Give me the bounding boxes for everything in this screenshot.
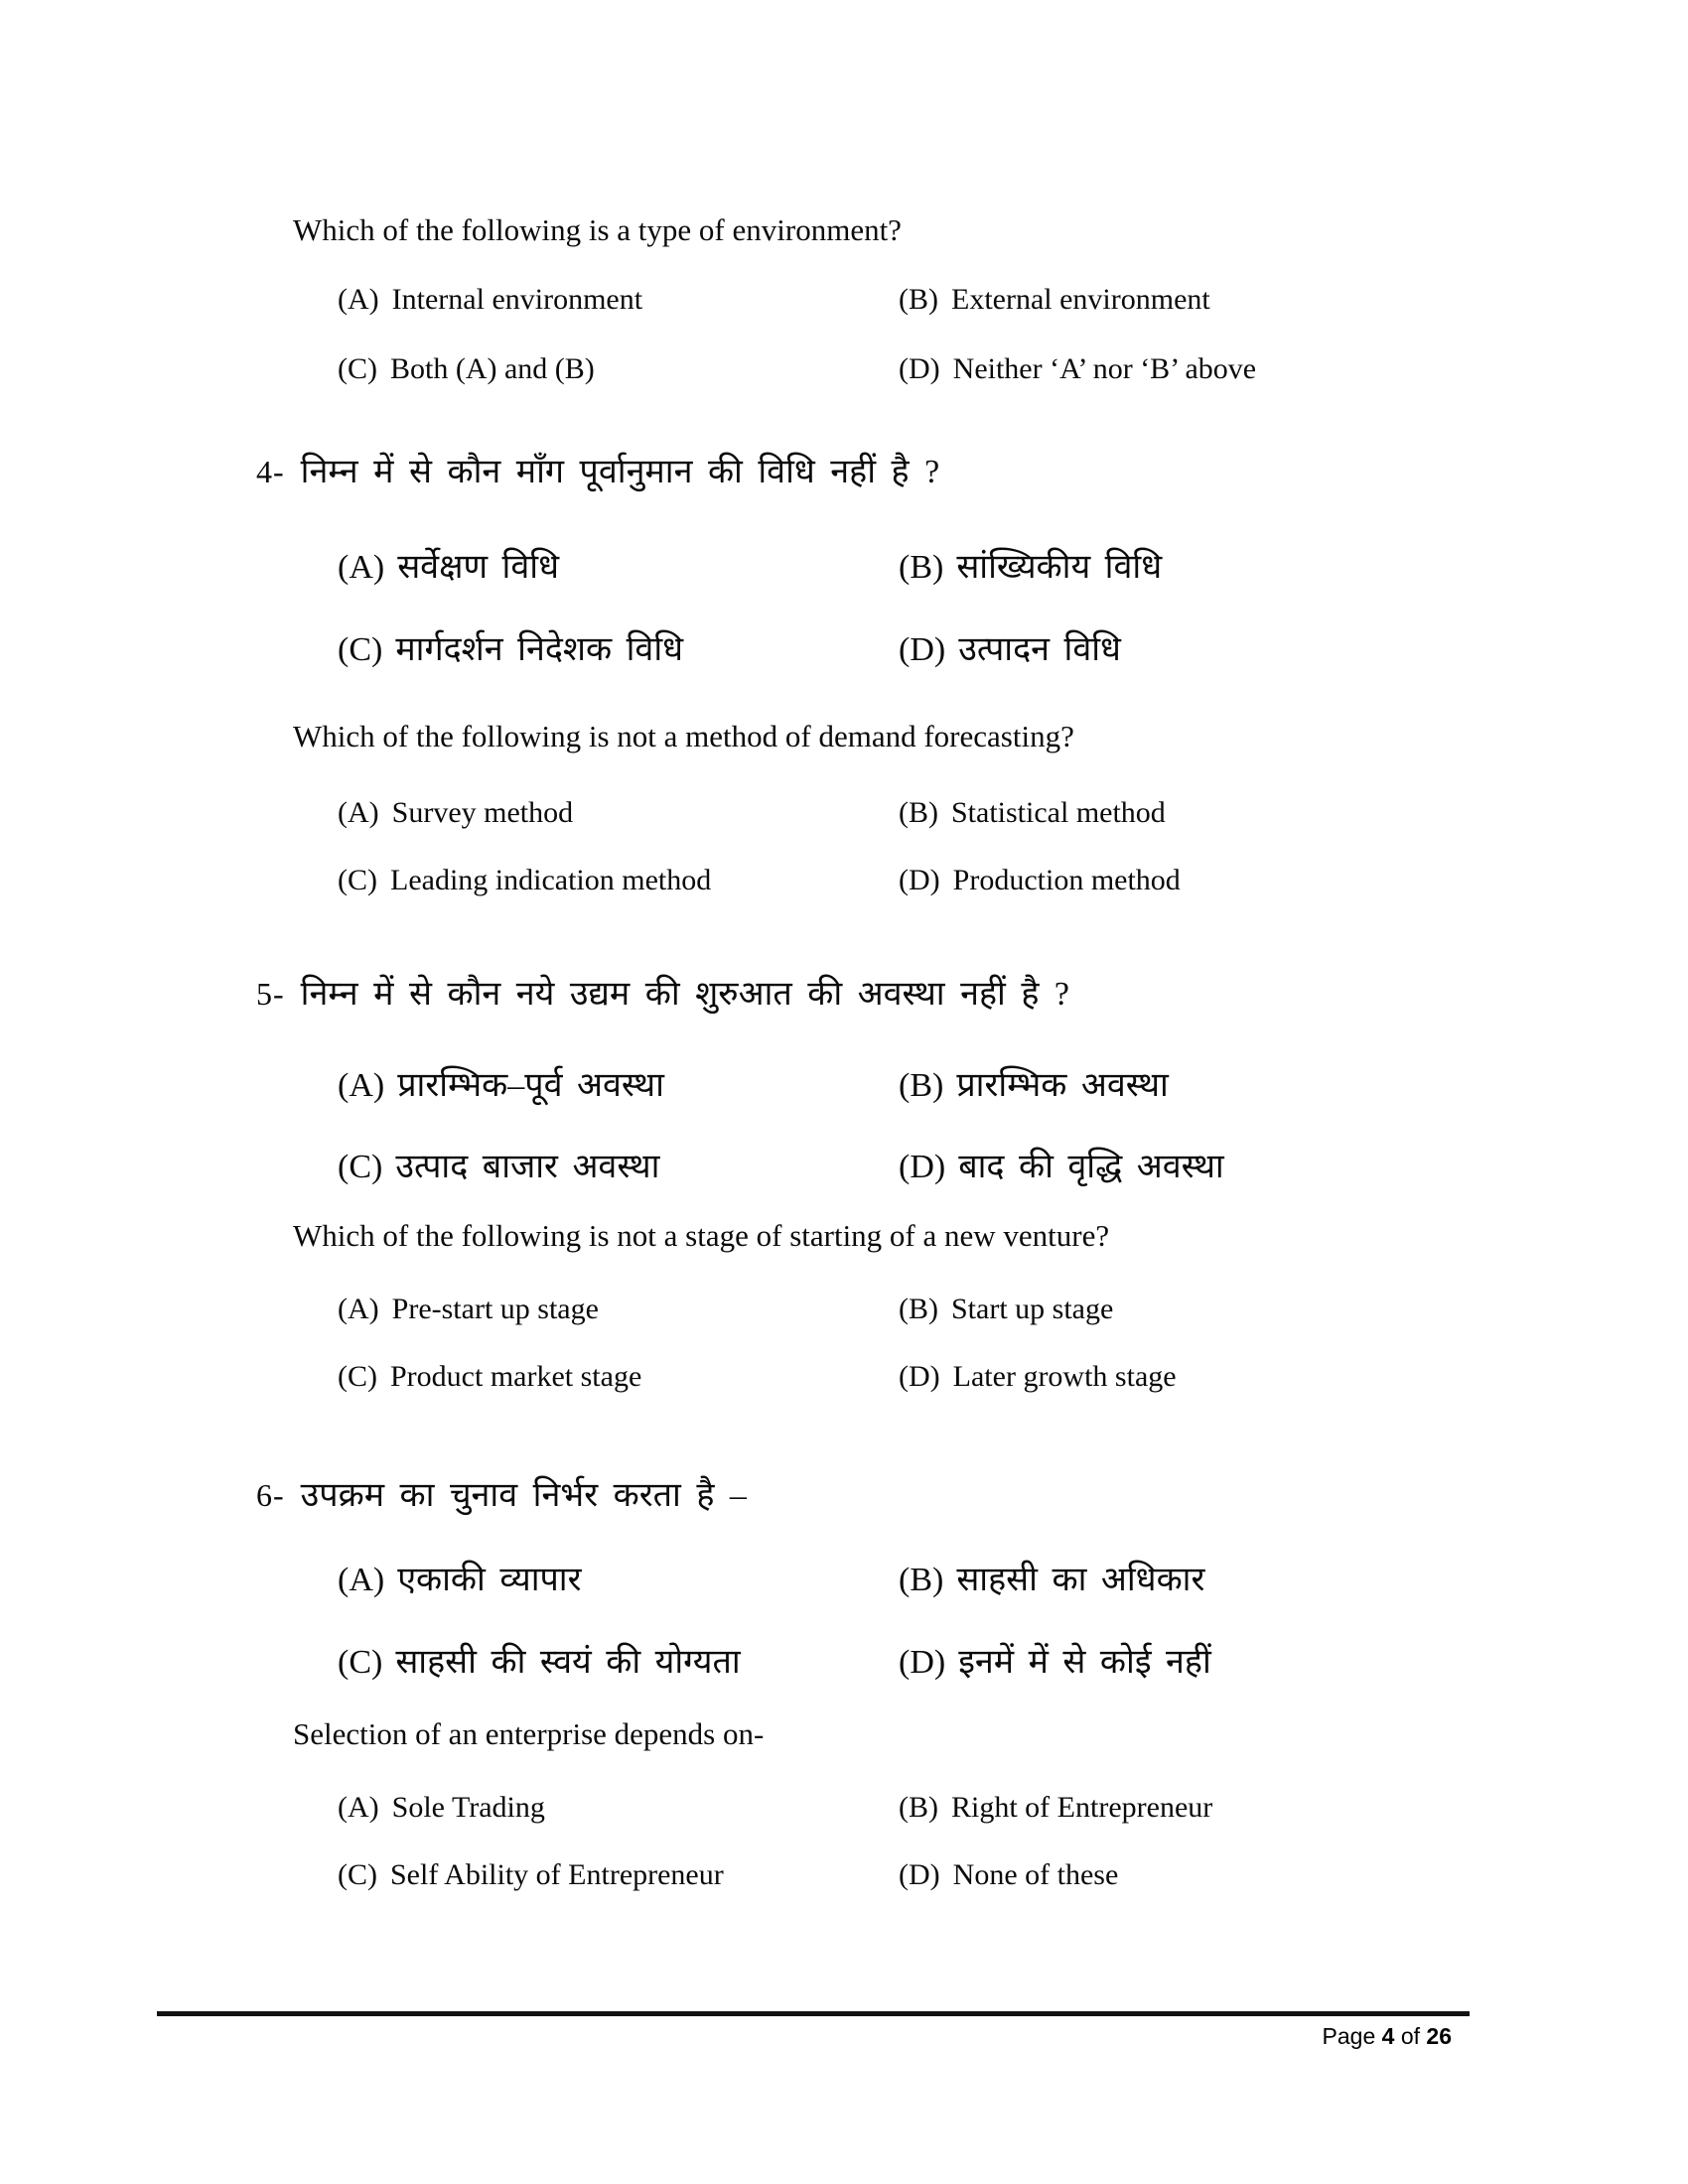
option-label: Self Ability of Entrepreneur <box>390 1858 724 1891</box>
option-cell <box>338 542 559 588</box>
option-label: Neither ‘A’ nor ‘B’ above <box>952 352 1257 385</box>
question-line <box>256 969 1069 1015</box>
option-cell <box>338 864 711 897</box>
option-key: (C) <box>338 1149 383 1185</box>
option-key: (C) <box>338 864 377 896</box>
option-key: (A) <box>338 1562 385 1598</box>
option-cell <box>899 1858 1118 1892</box>
option-key: (A) <box>338 283 379 316</box>
page-label: Page <box>1322 2023 1376 2049</box>
option-cell <box>338 283 642 317</box>
page-number <box>1092 2023 1452 2050</box>
option-label: सर्वेक्षण विधि <box>397 549 559 586</box>
question-line <box>256 1470 747 1516</box>
option-key: (A) <box>338 1067 385 1104</box>
option-label: सांख्यिकीय विधि <box>956 549 1163 586</box>
question-text: उपक्रम का चुनाव निर्भर करता है – <box>300 1477 747 1514</box>
option-label: Pre-start up stage <box>391 1293 599 1325</box>
option-cell <box>899 864 1181 897</box>
option-key: (B) <box>899 1293 938 1325</box>
option-cell <box>899 542 1162 588</box>
question-number: 4- <box>256 454 285 489</box>
option-key: (B) <box>899 549 944 586</box>
option-label: Production method <box>952 864 1181 896</box>
option-key: (C) <box>338 1644 383 1681</box>
option-cell <box>338 1060 664 1106</box>
option-key: (B) <box>899 1562 944 1598</box>
option-label: बाद की वृद्धि अवस्था <box>958 1149 1224 1185</box>
option-label: External environment <box>951 283 1210 316</box>
option-cell <box>899 624 1121 670</box>
option-label: Start up stage <box>951 1293 1114 1325</box>
page-number-value: 4 <box>1381 2023 1395 2049</box>
question-text: निम्न में से कौन माँग पूर्वानुमान की विधि नहीं है ? <box>300 454 940 490</box>
option-cell <box>899 1142 1224 1187</box>
option-cell <box>338 1555 582 1600</box>
option-key: (B) <box>899 796 938 829</box>
option-key: (D) <box>899 1149 946 1185</box>
option-cell <box>899 796 1166 830</box>
option-key: (D) <box>899 352 940 385</box>
option-cell <box>899 1637 1211 1683</box>
question-text: निम्न में से कौन नये उद्यम की शुरुआत की अवस्था नहीं है ? <box>300 976 1069 1013</box>
option-key: (D) <box>899 1858 940 1891</box>
option-label: प्रारम्भिक अवस्था <box>956 1067 1169 1104</box>
option-key: (A) <box>338 796 379 829</box>
option-key: (C) <box>338 631 383 668</box>
option-label: Statistical method <box>951 796 1166 829</box>
option-key: (D) <box>899 1644 946 1681</box>
option-cell <box>338 1858 724 1892</box>
option-label: इनमें में से कोई नहीं <box>958 1644 1211 1681</box>
option-cell <box>338 1360 641 1394</box>
option-cell <box>899 1360 1177 1394</box>
option-cell <box>338 624 683 670</box>
option-cell <box>899 283 1210 317</box>
option-cell <box>899 1293 1113 1326</box>
option-label: Sole Trading <box>391 1791 545 1824</box>
option-label: Internal environment <box>391 283 643 316</box>
option-cell <box>899 1060 1169 1106</box>
option-label: Survey method <box>391 796 574 829</box>
option-key: (D) <box>899 631 946 668</box>
option-key: (B) <box>899 1067 944 1104</box>
option-label: Leading indication method <box>390 864 712 896</box>
question-text: Which of the following is a type of environment? <box>293 212 902 247</box>
question-number: 6- <box>256 1477 285 1513</box>
option-cell <box>338 1293 599 1326</box>
option-key: (B) <box>899 1791 938 1824</box>
option-key: (D) <box>899 1360 940 1393</box>
option-cell <box>338 1791 545 1825</box>
option-key: (A) <box>338 1293 379 1325</box>
option-label: साहसी की स्वयं की योग्यता <box>395 1644 741 1681</box>
option-label: Later growth stage <box>952 1360 1177 1393</box>
option-label: उत्पादन विधि <box>958 631 1121 668</box>
option-key: (A) <box>338 1791 379 1824</box>
option-label: Product market stage <box>390 1360 642 1393</box>
question-number: 5- <box>256 976 285 1012</box>
option-key: (C) <box>338 1858 377 1891</box>
option-key: (B) <box>899 283 938 316</box>
option-cell <box>899 352 1256 386</box>
option-cell <box>338 796 573 830</box>
option-label: मार्गदर्शन निदेशक विधि <box>395 631 684 668</box>
question-line <box>256 447 939 492</box>
option-key: (C) <box>338 352 377 385</box>
option-label: None of these <box>952 1858 1119 1891</box>
question-text: Selection of an enterprise depends on- <box>293 1716 765 1751</box>
option-key: (D) <box>899 864 940 896</box>
page-total-value: 26 <box>1426 2023 1452 2049</box>
option-key: (C) <box>338 1360 377 1393</box>
option-cell <box>338 1142 659 1187</box>
option-label: प्रारम्भिक–पूर्व अवस्था <box>397 1067 664 1104</box>
option-label: Both (A) and (B) <box>390 352 595 385</box>
footer-divider <box>157 2011 1470 2016</box>
option-cell <box>338 1637 741 1683</box>
of-label: of <box>1400 2023 1421 2049</box>
option-key: (A) <box>338 549 385 586</box>
option-label: Right of Entrepreneur <box>951 1791 1213 1824</box>
question-text: Which of the following is not a method of demand forecasting? <box>293 719 1074 753</box>
option-label: उत्पाद बाजार अवस्था <box>395 1149 660 1185</box>
option-label: एकाकी व्यापार <box>397 1562 582 1598</box>
question-text: Which of the following is not a stage of starting of a new venture? <box>293 1218 1110 1253</box>
option-cell <box>899 1791 1212 1825</box>
option-cell <box>899 1555 1204 1600</box>
option-label: साहसी का अधिकार <box>956 1562 1205 1598</box>
option-cell <box>338 352 595 386</box>
